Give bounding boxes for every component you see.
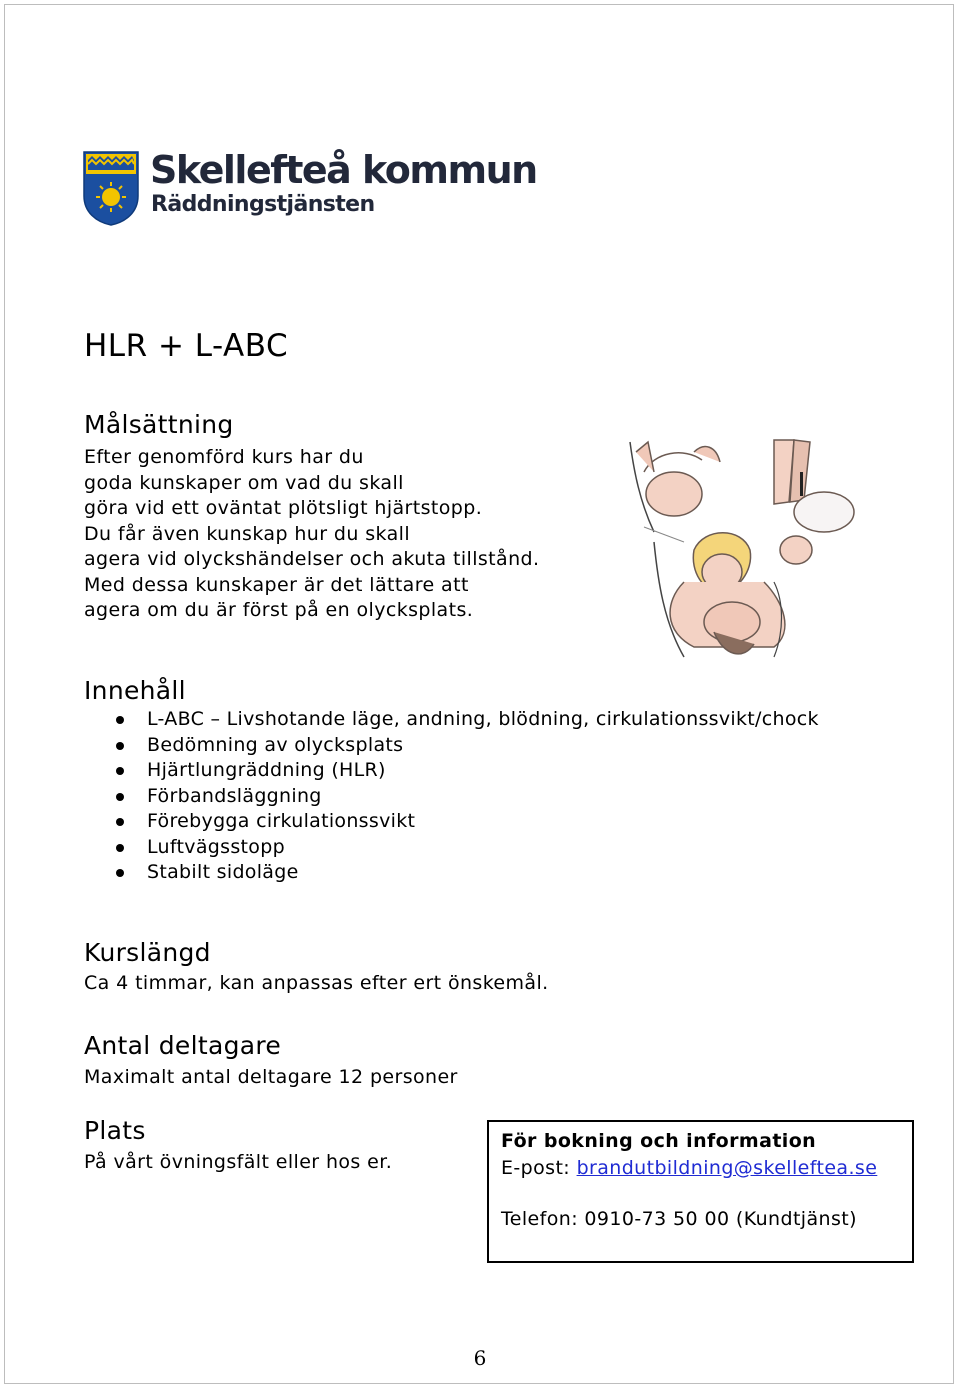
bullet-icon: [116, 793, 124, 801]
list-item: [110, 809, 819, 835]
logo-title: Skellefteå kommun: [150, 148, 537, 192]
list-item: [110, 733, 819, 759]
malsattning-line: agera vid olyckshändelser och akuta tillstånd.: [84, 548, 540, 570]
antal-text: Maximalt antal deltagare 12 personer: [84, 1066, 458, 1088]
logo-subtitle: Räddningstjänsten: [151, 192, 375, 217]
kurslangd-heading: Kurslängd: [84, 938, 211, 967]
bullet-icon: [116, 716, 124, 724]
list-item-text: Bedömning av olycksplats: [147, 733, 404, 756]
malsattning-line: Du får även kunskap hur du skall: [84, 522, 411, 545]
list-item-text: Hjärtlungräddning (HLR): [147, 759, 386, 781]
list-item: [110, 835, 819, 861]
antal-heading: Antal deltagare: [84, 1031, 282, 1060]
bullet-icon: [116, 742, 124, 750]
list-item-text: Förbandsläggning: [147, 784, 322, 807]
list-item-text: L-ABC – Livshotande läge, andning, blödning, cirkulationssvikt/chock: [147, 708, 819, 730]
malsattning-line: göra vid ett oväntat plötsligt hjärtstopp.: [84, 497, 483, 519]
email-line: [501, 1157, 877, 1179]
malsattning-line: Efter genomförd kurs har du: [84, 446, 364, 468]
list-item-text: Luftvägsstopp: [147, 835, 285, 858]
page-number: 6: [473, 1346, 487, 1370]
list-item: [110, 860, 819, 886]
email-label: E-post:: [501, 1157, 571, 1179]
list-item: [110, 784, 819, 810]
list-item: [110, 758, 819, 784]
email-link[interactable]: brandutbildning@skelleftea.se: [576, 1157, 878, 1179]
page-title: HLR + L-ABC: [84, 328, 289, 364]
logo: [82, 148, 537, 226]
booking-box: [487, 1120, 914, 1263]
innehall-heading: Innehåll: [84, 676, 186, 705]
list-item-text: Stabilt sidoläge: [147, 861, 299, 883]
bullet-icon: [116, 844, 124, 852]
list-item-text: Förebygga cirkulationssvikt: [147, 810, 416, 832]
innehall-list: [110, 707, 819, 886]
list-item: [110, 707, 819, 733]
bullet-icon: [116, 767, 124, 775]
malsattning-line: agera om du är först på en olycksplats.: [84, 599, 474, 621]
plats-heading: Plats: [84, 1116, 146, 1145]
plats-text: På vårt övningsfält eller hos er.: [84, 1151, 393, 1173]
bullet-icon: [116, 818, 124, 826]
bullet-icon: [116, 869, 124, 877]
coat-of-arms-icon: [82, 150, 140, 226]
kurslangd-text: Ca 4 timmar, kan anpassas efter ert önskemål.: [84, 972, 549, 994]
cpr-illustration: [624, 432, 860, 664]
phone-line: Telefon: 0910-73 50 00 (Kundtjänst): [501, 1208, 857, 1230]
malsattning-heading: Målsättning: [84, 410, 234, 439]
malsattning-line: Med dessa kunskaper är det lättare att: [84, 573, 469, 596]
malsattning-line: goda kunskaper om vad du skall: [84, 471, 404, 494]
booking-heading: För bokning och information: [501, 1130, 817, 1152]
malsattning-text: [84, 445, 539, 624]
